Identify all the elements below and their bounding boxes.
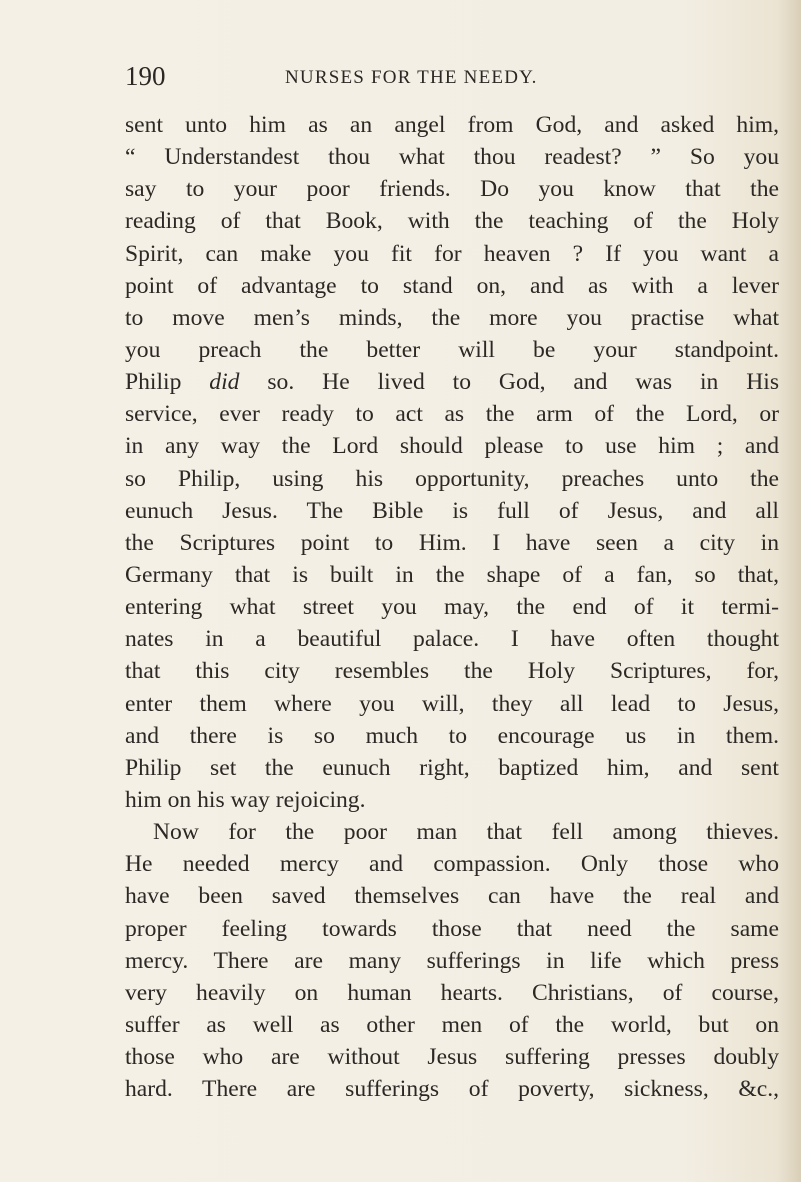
text-line: Germany that is built in the shape of a fan, so that, [125, 561, 779, 588]
italic-word: did [209, 369, 240, 396]
text-line: enter them where you will, they all lead to Jesus, [125, 690, 779, 717]
text-line: the Scriptures point to Him. I have seen a city in [125, 529, 779, 556]
text-line: in any way the Lord should please to use him ; and [125, 433, 779, 460]
text-line: reading of that Book, with the teaching of the Holy [125, 208, 779, 235]
text-line: to move men’s minds, the more you practise what [125, 304, 779, 331]
text-line: say to your poor friends. Do you know that the [125, 176, 779, 203]
text-line: service, ever ready to act as the arm of the Lord, or [125, 401, 779, 428]
text-line: He needed mercy and compassion. Only those who [125, 851, 779, 878]
text-line: entering what street you may, the end of it termi- [125, 594, 779, 621]
text-line: “ Understandest thou what thou readest? ” So you [125, 144, 779, 171]
text-segment: so. He lived to God, and was in His [239, 369, 779, 396]
text-segment: Philip [125, 369, 210, 396]
text-line: eunuch Jesus. The Bible is full of Jesus, and all [125, 497, 779, 524]
text-line: Now for the poor man that fell among thieves. [153, 819, 779, 846]
body-text [125, 109, 779, 1105]
text-line: nates in a beautiful palace. I have often thought [125, 626, 779, 653]
text-line: Spirit, can make you fit for heaven ? If you want a [125, 240, 779, 267]
running-title: NURSES FOR THE NEEDY. [285, 67, 538, 88]
text-line: so Philip, using his opportunity, preaches unto the [125, 465, 779, 492]
text-line [125, 366, 779, 398]
text-line: point of advantage to stand on, and as with a lever [125, 272, 779, 299]
text-line: and there is so much to encourage us in them. [125, 722, 779, 749]
text-line: have been saved themselves can have the real and [125, 883, 779, 910]
text-line: sent unto him as an angel from God, and asked him, [125, 112, 779, 138]
text-line: Philip set the eunuch right, baptized him, and sent [125, 754, 779, 781]
text-line: him on his way rejoicing. [125, 786, 366, 813]
text-line: you preach the better will be your standpoint. [125, 336, 779, 363]
page-header [125, 60, 765, 96]
text-line: suffer as well as other men of the world, but on [125, 1011, 779, 1038]
page-number: 190 [125, 61, 166, 91]
text-line: mercy. There are many sufferings in life which press [125, 947, 779, 974]
text-line: hard. There are sufferings of poverty, sickness, &c., [125, 1076, 779, 1103]
text-line: that this city resembles the Holy Scriptures, for, [125, 658, 779, 685]
text-line: proper feeling towards those that need the same [125, 915, 779, 942]
text-line: very heavily on human hearts. Christians, of course, [125, 979, 779, 1006]
text-line: those who are without Jesus suffering presses doubly [125, 1044, 779, 1071]
